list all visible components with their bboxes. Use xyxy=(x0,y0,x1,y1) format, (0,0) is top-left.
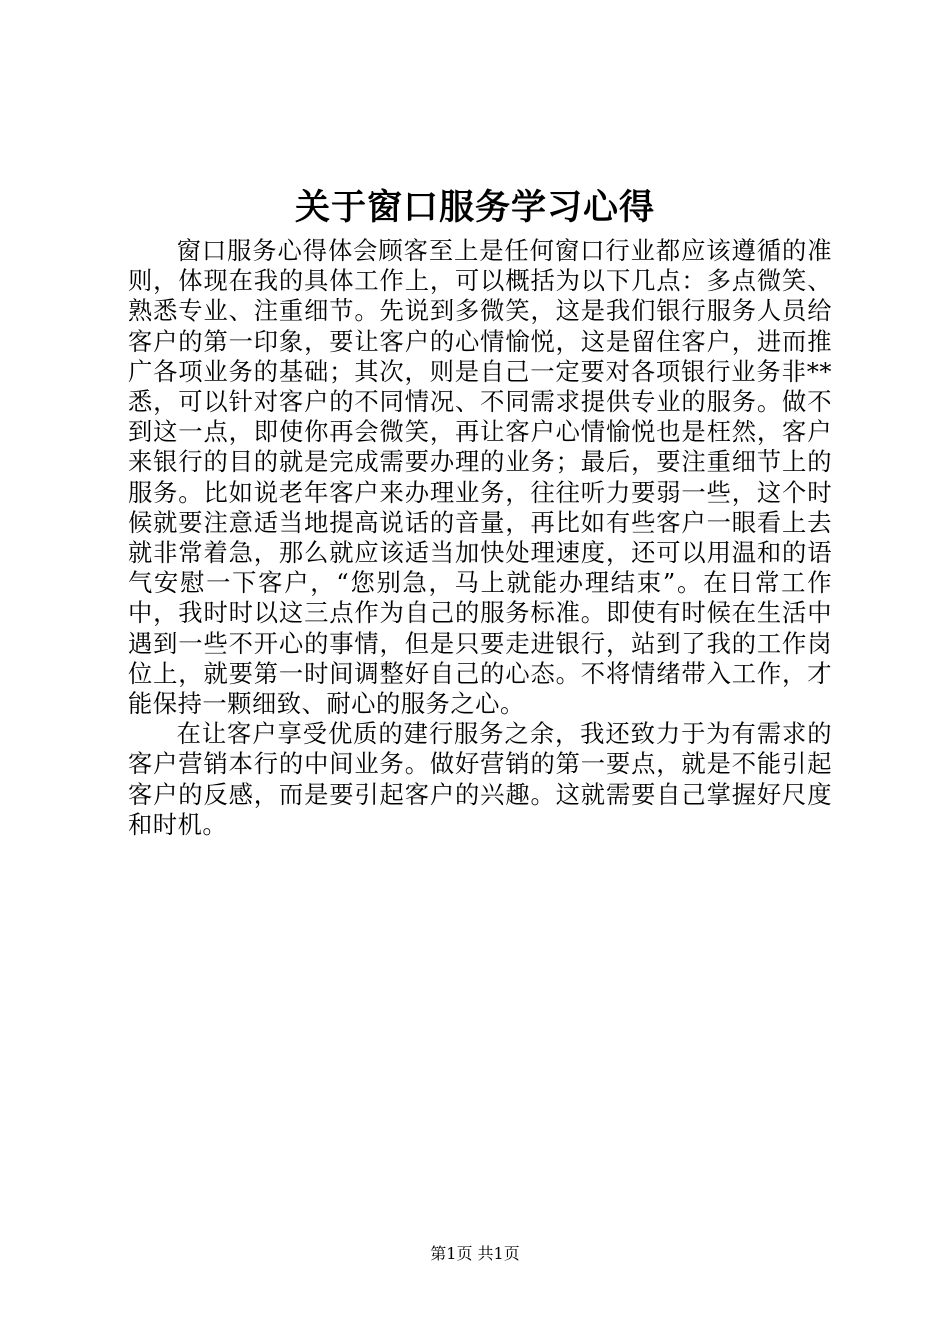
page-title: 关于窗口服务学习心得 xyxy=(294,187,655,228)
paragraph-1: 窗口服务心得体会顾客至上是任何窗口行业都应该遵循的准则，体现在我的具体工作上，可以概括为以下几点：多点微笑、熟悉专业、注重细节。先说到多微笑，这是我们银行服务人员给客户的第一印象，要让客户的心情愉悦，这是留住客户，进而推广各项业务的基础；其次，则是自己一定要对各项银行业务非**悉，可以针对客户的不同情况、不同需求提供专业的服务。做不到这一点，即使你再会微笑，再让客户心情愉悦也是枉然，客户来银行的目的就是完成需要办理的业务；最后，要注重细节上的服务。比如说老年客户来办理业务，往往听力要弱一些，这个时候就要注意适当地提高说话的音量，再比如有些客户一眼看上去就非常着急，那么就应该适当加快处理速度，还可以用温和的语气安慰一下客户，“您别急，马上就能办理结束”。在日常工作中，我时时以这三点作为自己的服务标准。即使有时候在生活中遇到一些不开心的事情，但是只要走进银行，站到了我的工作岗位上，就要第一时间调整好自己的心态。不将情绪带入工作，才能保持一颗细致、耐心的服务之心。 xyxy=(128,236,832,719)
page-number-footer: 第1页 共1页 xyxy=(430,1244,520,1263)
document-body xyxy=(128,236,832,840)
paragraph-2: 在让客户享受优质的建行服务之余，我还致力于为有需求的客户营销本行的中间业务。做好营销的第一要点，就是不能引起客户的反感，而是要引起客户的兴趣。这就需要自己掌握好尺度和时机。 xyxy=(128,719,832,839)
